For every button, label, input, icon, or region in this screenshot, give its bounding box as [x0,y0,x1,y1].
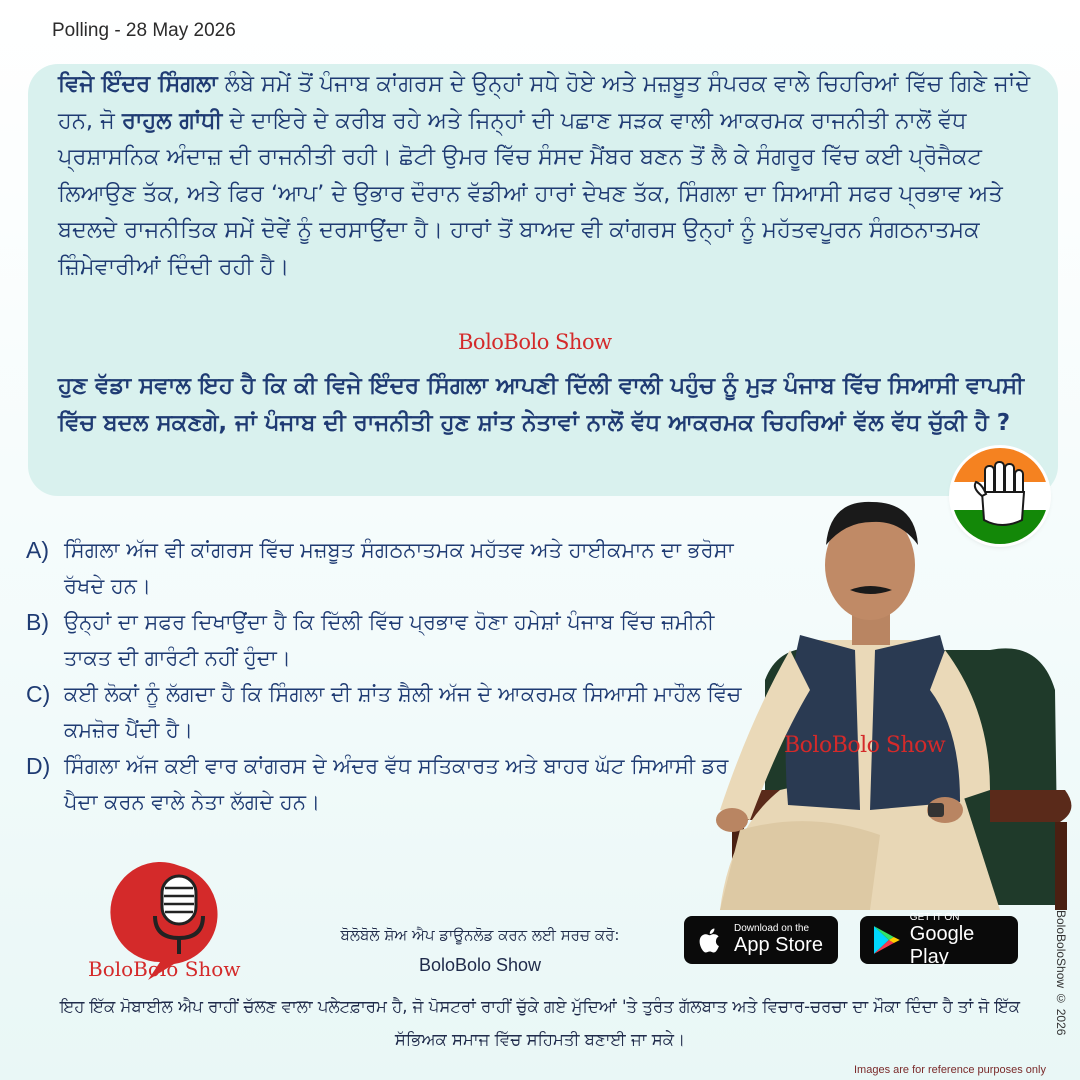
context-part1: ਲੰਬੇ ਸਮੇਂ ਤੋਂ ਪੰਜਾਬ ਕਾਂਗਰਸ ਦੇ ਉਨ੍ਹਾਂ ਸਧੇ ਹੋਏ ਅਤੇ ਮਜ਼ਬੂਤ ਸੰਪਰਕ ਵਾਲੇ ਚਿਹਰਿਆਂ ਵਿੱਚ ਗਿਣੇ ਜਾਂਦੇ ਹਨ, ਜੋ [58,71,1031,134]
google-play-icon [872,924,902,956]
poll-option-b[interactable] [26,604,746,676]
watermark-photo: BoloBolo Show [784,733,946,758]
copyright-text: BoloBoloShow © 2026 [1054,910,1068,1036]
option-text: ਸਿੰਗਲਾ ਅੱਜ ਵੀ ਕਾਂਗਰਸ ਵਿੱਚ ਮਜ਼ਬੂਤ ਸੰਗਠਨਾਤਮਕ ਮਹੱਤਵ ਅਤੇ ਹਾਈਕਮਾਨ ਦਾ ਭਰੋਸਾ ਰੱਖਦੇ ਹਨ। [64,538,734,598]
rahul-highlight: ਰਾਹੁਲ ਗਾਂਧੀ [122,107,223,134]
congress-hand-logo-icon [952,448,1048,544]
search-instruction: ਬੋਲੋਬੋਲੋ ਸ਼ੋਅ ਐਪ ਡਾਊਨਲੋਡ ਕਰਨ ਲਈ ਸਰਚ ਕਰੋ: [340,926,620,944]
main-question: ਹੁਣ ਵੱਡਾ ਸਵਾਲ ਇਹ ਹੈ ਕਿ ਕੀ ਵਿਜੇ ਇੰਦਰ ਸਿੰਗਲਾ ਆਪਣੀ ਦਿੱਲੀ ਵਾਲੀ ਪਹੁੰਚ ਨੂੰ ਮੁੜ ਪੰਜਾਬ ਵਿੱਚ ਸਿਆਸੀ ਵਾਪਸੀ ਵਿੱਚ ਬਦਲ ਸਕਣਗੇ, ਜਾਂ ਪੰਜਾਬ ਦੀ ਰਾਜਨੀਤੀ ਹੁਣ ਸ਼ਾਂਤ ਨੇਤਾਵਾਂ ਨਾਲੋਂ ਵੱਧ ਆਕਰਮਕ ਚਿਹਰਿਆਂ ਵੱਲ ਵੱਧ ਚੁੱਕੀ ਹੈ ? [58,373,1025,436]
watermark: BoloBolo Show [458,330,612,354]
app-name: BoloBolo Show [418,955,542,975]
search-prompt [300,920,660,980]
image-disclaimer: Images are for reference purposes only [854,1064,1046,1076]
option-letter: C) [26,681,51,707]
option-letter: D) [26,753,51,779]
question-context [58,66,1033,285]
option-letter: B) [26,609,49,635]
politician-photo [660,490,1080,910]
option-text: ਕਈ ਲੋਕਾਂ ਨੂੰ ਲੱਗਦਾ ਹੈ ਕਿ ਸਿੰਗਲਾ ਦੀ ਸ਼ਾਂਤ ਸ਼ੈਲੀ ਅੱਜ ਦੇ ਆਕਰਮਕ ਸਿਆਸੀ ਮਾਹੌਲ ਵਿੱਚ ਕਮਜ਼ੋਰ ਪੈਂਦੀ ਹੈ। [64,682,742,742]
gplay-small-label: GET IT ON [909,911,960,923]
option-text: ਉਨ੍ਹਾਂ ਦਾ ਸਫਰ ਦਿਖਾਉਂਦਾ ਹੈ ਕਿ ਦਿੱਲੀ ਵਿੱਚ ਪ੍ਰਭਾਵ ਹੋਣਾ ਹਮੇਸ਼ਾਂ ਪੰਜਾਬ ਵਿੱਚ ਜ਼ਮੀਨੀ ਤਾਕਤ ਦੀ ਗਾਰੰਟੀ ਨਹੀਂ ਹੁੰਦਾ। [64,610,715,670]
appstore-big-label: App Store [734,934,823,956]
poll-options [26,532,746,820]
appstore-small-label: Download on the [734,923,810,934]
poll-option-a[interactable] [26,532,746,604]
brand-name: BoloBolo Show [88,957,241,981]
apple-icon [694,923,728,957]
gplay-big-label: Google Play [909,922,975,968]
context-part2: ਦੇ ਦਾਇਰੇ ਦੇ ਕਰੀਬ ਰਹੇ ਅਤੇ ਜਿਨ੍ਹਾਂ ਦੀ ਪਛਾਣ ਸੜਕ ਵਾਲੀ ਆਕਰਮਕ ਰਾਜਨੀਤੀ ਨਾਲੋਂ ਵੱਧ ਪ੍ਰਸ਼ਾਸਨਿਕ ਅੰਦਾਜ਼ ਦੀ ਰਾਜਨੀਤੀ ਰਹੀ। ਛੋਟੀ ਉਮਰ ਵਿੱਚ ਸੰਸਦ ਮੈਂਬਰ ਬਣਨ ਤੋਂ ਲੈ ਕੇ ਸੰਗਰੂਰ ਵਿੱਚ ਕਈ ਪ੍ਰੋਜੈਕਟ ਲਿਆਉਣ ਤੱਕ, ਅਤੇ ਫਿਰ ‘ਆਪ’ ਦੇ ਉਭਾਰ ਦੌਰਾਨ ਵੱਡੀਆਂ ਹਾਰਾਂ ਦੇਖਣ ਤੱਕ, ਸਿੰਗਲਾ ਦਾ ਸਿਆਸੀ ਸਫਰ ਪ੍ਰਭਾਵ ਅਤੇ ਬਦਲਦੇ ਰਾਜਨੀਤਿਕ ਸਮੇਂ ਦੋਵੇਂ ਨੂੰ ਦਰਸਾਉਂਦਾ ਹੈ। ਹਾਰਾਂ ਤੋਂ ਬਾਅਦ ਵੀ ਕਾਂਗਰਸ ਉਨ੍ਹਾਂ ਨੂੰ ਮਹੱਤਵਪੂਰਨ ਸੰਗਠਨਾਤਮਕ ਜ਼ਿੰਮੇਵਾਰੀਆਂ ਦਿੰਦੀ ਰਹੀ ਹੈ। [58,107,1003,280]
app-store-button[interactable] [684,916,838,964]
poll-option-d[interactable] [26,748,746,820]
option-text: ਸਿੰਗਲਾ ਅੱਜ ਕਈ ਵਾਰ ਕਾਂਗਰਸ ਦੇ ਅੰਦਰ ਵੱਧ ਸਤਿਕਾਰਤ ਅਤੇ ਬਾਹਰ ਘੱਟ ਸਿਆਸੀ ਡਰ ਪੈਦਾ ਕਰਨ ਵਾਲੇ ਨੇਤਾ ਲੱਗਦੇ ਹਨ। [64,754,729,814]
name-highlight: ਵਿਜੇ ਇੰਦਰ ਸਿੰਗਲਾ [58,71,218,97]
platform-description: ਇਹ ਇੱਕ ਮੋਬਾਈਲ ਐਪ ਰਾਹੀਂ ਚੱਲਣ ਵਾਲਾ ਪਲੇਟਫ਼ਾਰਮ ਹੈ, ਜੋ ਪੋਸਟਰਾਂ ਰਾਹੀਂ ਚੁੱਕੇ ਗਏ ਮੁੱਦਿਆਂ 'ਤੇ ਤੁਰੰਤ ਗੱਲਬਾਤ ਅਤੇ ਵਿਚਾਰ-ਚਰਚਾ ਦਾ ਮੌਕਾ ਦਿੰਦਾ ਹੈ ਤਾਂ ਜੋ ਇੱਕ ਸੱਭਿਅਕ ਸਮਾਜ ਵਿੱਚ ਸਹਿਮਤੀ ਬਣਾਈ ਜਾ ਸਕੇ। [59,997,1021,1049]
poll-option-c[interactable] [26,676,746,748]
option-letter: A) [26,537,49,563]
poll-date: Polling - 28 May 2026 [52,20,236,41]
google-play-button[interactable] [860,911,1018,968]
